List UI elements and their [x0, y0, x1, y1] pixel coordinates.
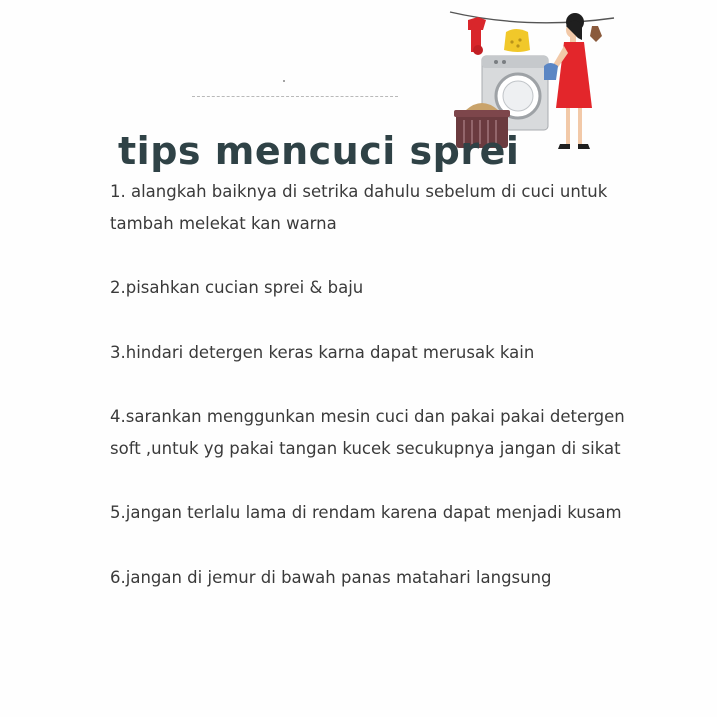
- decorative-dot: [283, 80, 285, 82]
- tip-item-5: 5.jangan terlalu lama di rendam karena dapat menjadi kusam: [110, 503, 622, 522]
- tip-item-2: 2.pisahkan cucian sprei & baju: [110, 278, 364, 297]
- decorative-divider: [192, 96, 398, 97]
- tips-list: [110, 176, 630, 593]
- tip-item-4: 4.sarankan menggunkan mesin cuci dan pakai pakai detergen soft ,untuk yg pakai tangan kucek secukupnya jangan di sikat: [110, 407, 625, 458]
- tip-item-1: 1. alangkah baiknya di setrika dahulu sebelum di cuci untuk tambah melekat kan warna: [110, 182, 608, 233]
- page-title: tips mencuci sprei: [118, 129, 520, 174]
- tip-item-6: 6.jangan di jemur di bawah panas matahari langsung: [110, 567, 552, 587]
- tip-item-3: 3.hindari detergen keras karna dapat merusak kain: [110, 342, 535, 362]
